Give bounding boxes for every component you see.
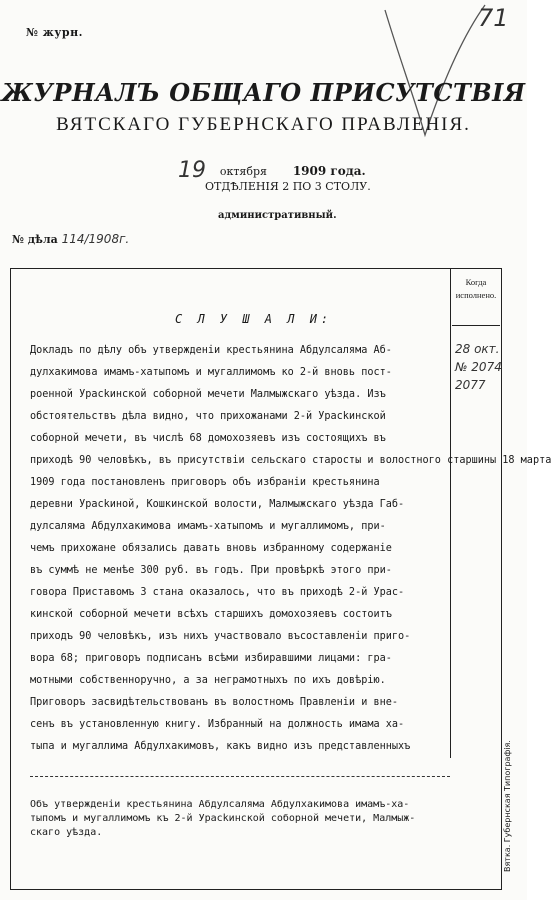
heard-heading: С Л У Ш А Л И: bbox=[175, 312, 333, 326]
body-line: дулхакимова имамъ-хатыпомъ и мугаллимомъ ко 2-й вновь пост- bbox=[30, 367, 392, 378]
side-note-line: № 2074 bbox=[455, 360, 502, 374]
summary-line: скаго уѣзда. bbox=[30, 827, 103, 838]
body-line: соборной мечети, въ числѣ 68 домохозяевъ изъ состоящихъ въ bbox=[30, 433, 386, 444]
side-note-line: 28 окт. bbox=[455, 342, 500, 356]
body-line: обстоятельствъ дѣла видно, что прихожанами 2-й Урасkинской bbox=[30, 411, 386, 422]
case-number-value: 114/1908г. bbox=[61, 232, 130, 246]
category-line: административный. bbox=[218, 210, 337, 221]
journal-title: ЖУРНАЛЪ ОБЩАГО ПРИСУТСТВІЯ bbox=[1, 78, 526, 107]
summary-line: тыпомъ и мугаллимомъ къ 2-й Урасkинской соборной мечети, Малмыж- bbox=[30, 813, 416, 824]
journal-number-label: № журн. bbox=[26, 26, 84, 39]
side-note-line: 2077 bbox=[455, 378, 486, 392]
date-line bbox=[178, 156, 366, 181]
body-line: дулсаляма Абдулхакимова имамъ-хатыпомъ и мугаллимомъ, при- bbox=[30, 521, 386, 532]
handwritten-side-note bbox=[455, 340, 502, 394]
dashed-separator bbox=[30, 776, 450, 777]
when-done-header: Когда исполнено. bbox=[455, 277, 497, 300]
printer-imprint: Вятка. Губернская Типографія. bbox=[503, 740, 512, 872]
body-line: чемъ прихожане обязались давать вновь избранному содержаніе bbox=[30, 543, 392, 554]
body-line: роенной Урасkинской соборной мечети Малмыжскаго уѣзда. Изъ bbox=[30, 389, 386, 400]
body-line: тыпа и мугаллима Абдулхакимовъ, какъ видно изъ представленныхъ bbox=[30, 741, 411, 752]
department-line: ОТДѢЛЕНІЯ 2 ПО 3 СТОЛУ. bbox=[205, 180, 371, 193]
case-summary bbox=[30, 798, 450, 840]
corner-handwritten-number: 71 bbox=[478, 4, 509, 32]
body-line: мотными собственноручно, а за неграмотныхъ по ихъ довѣрію. bbox=[30, 675, 386, 686]
body-line: приходъ 90 человѣкъ, изъ нихъ участвовало въсоставленіи приго- bbox=[30, 631, 411, 642]
body-line: Приговоръ засвидѣтельствованъ въ волостномъ Правленіи и вне- bbox=[30, 697, 399, 708]
journal-subtitle: ВЯТСКАГО ГУБЕРНСКАГО ПРАВЛЕНІЯ. bbox=[56, 114, 471, 135]
body-line: 1909 года постановленъ приговоръ объ избраніи крестьянина bbox=[30, 477, 380, 488]
body-line: приходѣ 90 человѣкъ, въ присутствіи сельскаго старосты и волостного старшины 18 марта bbox=[30, 455, 551, 466]
when-done-underline bbox=[452, 325, 500, 326]
case-number-label: № дѣла bbox=[12, 233, 58, 246]
body-line: деревни Урасkиной, Кошкинской волости, Малмыжскаго уѣзда Габ- bbox=[30, 499, 405, 510]
body-line: въ суммѣ не менѣе 300 руб. въ годъ. При провѣркѣ этого при- bbox=[30, 565, 392, 576]
date-day: 19 bbox=[178, 158, 206, 183]
body-line: кинской соборной мечети всѣхъ старшихъ домохозяевъ состоитъ bbox=[30, 609, 392, 620]
column-divider bbox=[450, 268, 451, 758]
date-year: 1909 года. bbox=[292, 164, 366, 178]
summary-line: Объ утвержденіи крестьянина Абдулсаляма Абдулхакимова имамъ-ха- bbox=[30, 799, 410, 810]
body-line: Докладъ по дѣлу объ утвержденіи крестьянина Абдулсаляма Аб- bbox=[30, 345, 392, 356]
date-month: октября bbox=[219, 165, 267, 178]
body-line: вора 68; приговоръ подписанъ всѣми избиравшими лицами: гра- bbox=[30, 653, 392, 664]
body-line: говора Приставомъ 3 стана оказалось, что въ приходѣ 2-й Урас- bbox=[30, 587, 405, 598]
body-line: сенъ въ установленную книгу. Избранный на должность имама ха- bbox=[30, 719, 405, 730]
case-number bbox=[12, 232, 129, 246]
